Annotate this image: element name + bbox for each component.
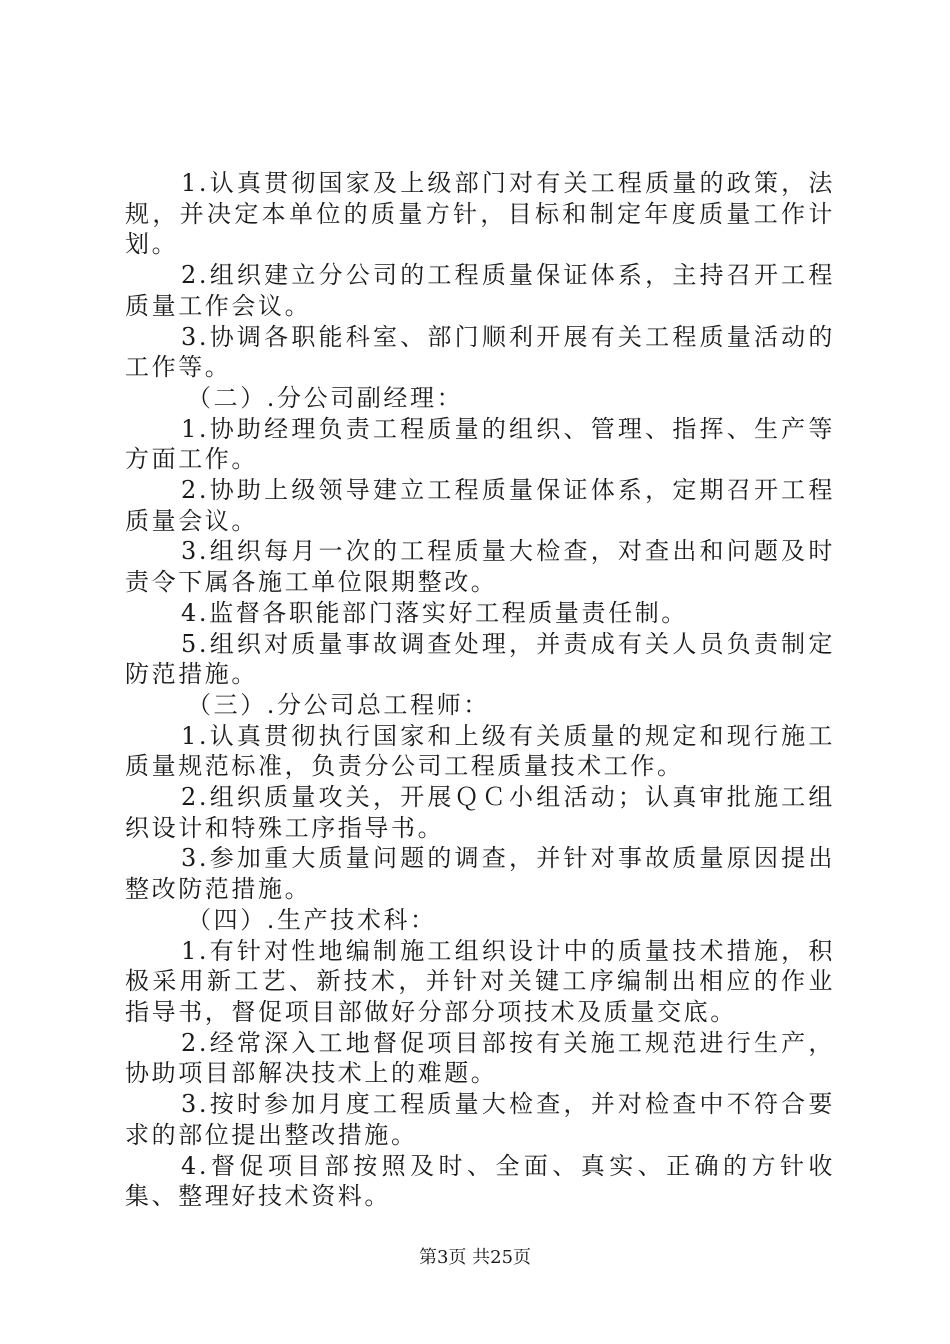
section-heading: （三）.分公司总工程师：: [187, 690, 490, 719]
list-item: 2.组织建立分公司的工程质量保证体系，主持召开工程质量工作会议。: [125, 261, 835, 320]
list-item: 4.督促项目部按照及时、全面、真实、正确的方针收集、整理好技术资料。: [125, 1151, 835, 1211]
list-item: 3.组织每月一次的工程质量大检查，对查出和问题及时责令下属各施工单位限期整改。: [125, 537, 835, 597]
list-item: 2.经常深入工地督促项目部按有关施工规范进行生产，协助项目部解决技术上的难题。: [125, 1028, 835, 1088]
list-item: 3.按时参加月度工程质量大检查，并对检查中不符合要求的部位提出整改措施。: [125, 1090, 835, 1149]
list-item: 1.有针对性地编制施工组织设计中的质量技术措施，积极采用新工艺、新技术，并针对关键工序编制出相应的作业指导书，督促项目部做好分部分项技术及质量交底。: [125, 936, 835, 1026]
list-item: 2.组织质量攻关，开展ＱＣ小组活动；认真审批施工组织设计和特殊工序指导书。: [125, 783, 835, 842]
list-item: 4.监督各职能部门落实好工程质量责任制。: [181, 598, 688, 627]
section-heading: （二）.分公司副经理：: [187, 383, 464, 412]
list-item: 5.组织对质量事故调查处理，并责成有关人员负责制定防范措施。: [125, 629, 835, 689]
list-item: 2.协助上级领导建立工程质量保证体系，定期召开工程质量会议。: [125, 476, 835, 535]
page-footer: 第3页 共25页: [418, 1247, 532, 1268]
list-item: 3.协调各职能科室、部门顺利开展有关工程质量活动的工作等。: [125, 322, 835, 382]
list-item: 3.参加重大质量问题的调查，并针对事故质量原因提出整改防范措施。: [125, 844, 835, 904]
list-item: 1.协助经理负责工程质量的组织、管理、指挥、生产等方面工作。: [125, 414, 835, 474]
section-heading: （四）.生产技术科：: [187, 905, 437, 934]
list-item: 1.认真贯彻执行国家和上级有关质量的规定和现行施工质量规范标准，负责分公司工程质量技术工作。: [125, 721, 835, 781]
list-item: 1.认真贯彻国家及上级部门对有关工程质量的政策，法规，并决定本单位的质量方针，目标和制定年度质量工作计划。: [125, 169, 835, 259]
document-body: [125, 168, 835, 1212]
